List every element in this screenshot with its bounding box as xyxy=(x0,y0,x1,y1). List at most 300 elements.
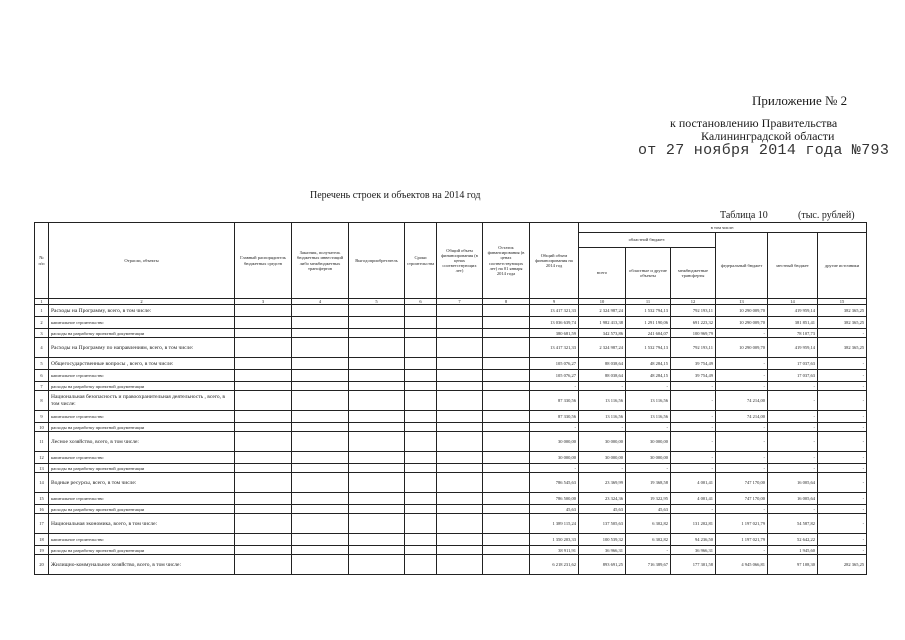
row-beneficiary xyxy=(349,432,405,452)
row-period xyxy=(405,432,437,452)
row-manager xyxy=(235,358,292,370)
row-reg-objects: - xyxy=(626,423,671,432)
row-manager xyxy=(235,546,292,555)
col-sector-header: Отрасли, объекты xyxy=(49,223,235,299)
row-other: - xyxy=(818,473,867,493)
row-number: 9 xyxy=(35,411,49,423)
row-remaining xyxy=(483,391,530,411)
row-total-cost xyxy=(437,411,483,423)
row-reg-objects: 6 302,82 xyxy=(626,534,671,546)
row-remaining xyxy=(483,358,530,370)
row-federal: 4 945 066,81 xyxy=(716,555,768,575)
row-number: 16 xyxy=(35,505,49,514)
row-other: - xyxy=(818,505,867,514)
row-reg-transfers: 177 301,58 xyxy=(671,555,716,575)
col-total-2014-header: Общий объем финансирования на 2014 год xyxy=(530,223,579,299)
row-client xyxy=(292,452,349,464)
row-manager xyxy=(235,534,292,546)
row-total-2014: 13 036 639,74 xyxy=(530,317,579,329)
row-number: 8 xyxy=(35,391,49,411)
col-other-header: другие источники xyxy=(818,233,867,299)
row-reg-transfers: 39 754,49 xyxy=(671,358,716,370)
row-local: - xyxy=(768,464,818,473)
column-index-cell: 6 xyxy=(405,299,437,305)
row-total-cost xyxy=(437,534,483,546)
row-federal: 10 290 009,70 xyxy=(716,305,768,317)
col-client-header: Заказчик, получатель бюджетных инвестиций либо межбюджетных трансфертов xyxy=(292,223,349,299)
row-other: - xyxy=(818,452,867,464)
row-federal: - xyxy=(716,423,768,432)
row-total-2014: - xyxy=(530,382,579,391)
units-label: (тыс. рублей) xyxy=(798,210,855,221)
row-reg-transfers: 691 223,32 xyxy=(671,317,716,329)
row-remaining xyxy=(483,464,530,473)
row-total-2014: 87 330,56 xyxy=(530,391,579,411)
row-other: - xyxy=(818,358,867,370)
row-manager xyxy=(235,505,292,514)
table-row xyxy=(35,423,867,432)
row-reg-total: - xyxy=(579,382,626,391)
table-row xyxy=(35,534,867,546)
row-number: 5 xyxy=(35,358,49,370)
column-index-cell: 12 xyxy=(671,299,716,305)
row-reg-total: 88 038,64 xyxy=(579,370,626,382)
row-reg-total: 2 324 987,24 xyxy=(579,338,626,358)
row-remaining xyxy=(483,493,530,505)
table-row xyxy=(35,317,867,329)
row-reg-objects: - xyxy=(626,382,671,391)
table-row xyxy=(35,382,867,391)
table-row xyxy=(35,305,867,317)
row-remaining xyxy=(483,423,530,432)
row-total-2014: 1 350 203,33 xyxy=(530,534,579,546)
row-manager xyxy=(235,382,292,391)
row-beneficiary xyxy=(349,505,405,514)
row-remaining xyxy=(483,432,530,452)
row-name: Расходы на Программу, всего, в том числе: xyxy=(49,305,235,317)
row-client xyxy=(292,514,349,534)
row-name: расходы на разработку проектной документации xyxy=(49,546,235,555)
row-manager xyxy=(235,329,292,338)
row-federal: - xyxy=(716,382,768,391)
row-total-2014: - xyxy=(530,464,579,473)
row-reg-objects: 1 532 794,13 xyxy=(626,338,671,358)
row-federal: 74 214,00 xyxy=(716,411,768,423)
row-name: расходы на разработку проектной документации xyxy=(49,464,235,473)
column-index-cell: 7 xyxy=(437,299,483,305)
row-client xyxy=(292,534,349,546)
row-reg-total: 30 000,00 xyxy=(579,452,626,464)
row-manager xyxy=(235,555,292,575)
row-total-2014: 13 417 321,33 xyxy=(530,305,579,317)
row-local: - xyxy=(768,391,818,411)
row-other: - xyxy=(818,464,867,473)
row-number: 17 xyxy=(35,514,49,534)
row-period xyxy=(405,493,437,505)
row-period xyxy=(405,329,437,338)
table-row xyxy=(35,505,867,514)
row-name: капитальное строительство xyxy=(49,411,235,423)
col-total-cost-header: Общий объем финансирования (в ценах соответствующих лет) xyxy=(437,223,483,299)
row-reg-total: 13 116,56 xyxy=(579,391,626,411)
row-beneficiary xyxy=(349,305,405,317)
column-index-cell: 8 xyxy=(483,299,530,305)
row-period xyxy=(405,338,437,358)
row-total-2014: 105 076,27 xyxy=(530,370,579,382)
row-reg-objects: 716 389,67 xyxy=(626,555,671,575)
row-number: 13 xyxy=(35,464,49,473)
column-index-cell: 10 xyxy=(579,299,626,305)
row-name: Национальная безопасность и правоохранительная деятельность , всего, в том числе: xyxy=(49,391,235,411)
row-reg-transfers: - xyxy=(671,464,716,473)
row-client xyxy=(292,555,349,575)
row-remaining xyxy=(483,534,530,546)
row-reg-total: 100 539,32 xyxy=(579,534,626,546)
row-local: 17 037,63 xyxy=(768,370,818,382)
row-remaining xyxy=(483,555,530,575)
row-reg-objects: 45,63 xyxy=(626,505,671,514)
row-period xyxy=(405,452,437,464)
col-local-header: местный бюджет xyxy=(768,233,818,299)
row-total-2014: 786 545,63 xyxy=(530,473,579,493)
row-total-2014: 87 330,56 xyxy=(530,411,579,423)
column-index-cell: 3 xyxy=(235,299,292,305)
row-local: - xyxy=(768,411,818,423)
row-reg-objects: 19 322,95 xyxy=(626,493,671,505)
row-client xyxy=(292,546,349,555)
row-remaining xyxy=(483,382,530,391)
row-total-cost xyxy=(437,555,483,575)
row-federal: - xyxy=(716,329,768,338)
row-manager xyxy=(235,423,292,432)
table-row xyxy=(35,546,867,555)
row-client xyxy=(292,505,349,514)
table-body xyxy=(35,305,867,575)
row-reg-transfers: - xyxy=(671,423,716,432)
row-client xyxy=(292,464,349,473)
row-total-cost xyxy=(437,493,483,505)
objects-table xyxy=(34,222,867,575)
row-name: Жилищно-коммунальное хозяйство, всего, в том числе: xyxy=(49,555,235,575)
row-reg-objects: 30 000,00 xyxy=(626,432,671,452)
row-name: Общегосударственные вопросы , всего, в том числе: xyxy=(49,358,235,370)
row-name: капитальное строительство xyxy=(49,452,235,464)
row-reg-transfers: 94 236,50 xyxy=(671,534,716,546)
row-manager xyxy=(235,514,292,534)
column-index-cell: 2 xyxy=(49,299,235,305)
row-manager xyxy=(235,464,292,473)
row-number: 2 xyxy=(35,317,49,329)
row-manager xyxy=(235,317,292,329)
row-manager xyxy=(235,493,292,505)
col-manager-header: Главный распорядитель бюджетных средств xyxy=(235,223,292,299)
row-number: 1 xyxy=(35,305,49,317)
col-num-header: № п/п xyxy=(35,223,49,299)
row-client xyxy=(292,305,349,317)
row-reg-total: 88 038,64 xyxy=(579,358,626,370)
row-total-cost xyxy=(437,329,483,338)
table-row xyxy=(35,555,867,575)
row-other: - xyxy=(818,534,867,546)
row-reg-objects: 6 302,82 xyxy=(626,514,671,534)
row-name: капитальное строительство xyxy=(49,493,235,505)
row-beneficiary xyxy=(349,317,405,329)
row-remaining xyxy=(483,505,530,514)
row-reg-transfers: 39 754,49 xyxy=(671,370,716,382)
row-local: 1 945,60 xyxy=(768,546,818,555)
row-client xyxy=(292,329,349,338)
row-total-2014: 13 417 321,33 xyxy=(530,338,579,358)
table-row xyxy=(35,329,867,338)
row-reg-total: 36 966,31 xyxy=(579,546,626,555)
col-beneficiary-header: Выгодоприобретатель xyxy=(349,223,405,299)
row-federal: - xyxy=(716,505,768,514)
row-federal: 10 290 009,70 xyxy=(716,317,768,329)
row-beneficiary xyxy=(349,452,405,464)
row-total-cost xyxy=(437,505,483,514)
row-remaining xyxy=(483,338,530,358)
row-reg-objects: 241 604,07 xyxy=(626,329,671,338)
row-period xyxy=(405,305,437,317)
row-name: капитальное строительство xyxy=(49,534,235,546)
row-name: Расходы на Программу по направлениям, всего, в том числе: xyxy=(49,338,235,358)
row-federal: 1 197 021,79 xyxy=(716,534,768,546)
row-reg-transfers: 100 969,79 xyxy=(671,329,716,338)
table-row xyxy=(35,411,867,423)
row-total-cost xyxy=(437,382,483,391)
row-total-cost xyxy=(437,432,483,452)
table-row xyxy=(35,358,867,370)
row-total-2014: 105 076,27 xyxy=(530,358,579,370)
row-beneficiary xyxy=(349,555,405,575)
row-other: 382 365,25 xyxy=(818,305,867,317)
table-row xyxy=(35,391,867,411)
row-name: капитальное строительство xyxy=(49,317,235,329)
column-index-cell: 14 xyxy=(768,299,818,305)
row-beneficiary xyxy=(349,358,405,370)
row-reg-total: 137 505,63 xyxy=(579,514,626,534)
row-reg-objects: - xyxy=(626,464,671,473)
row-total-cost xyxy=(437,317,483,329)
row-beneficiary xyxy=(349,391,405,411)
row-reg-total: 13 116,56 xyxy=(579,411,626,423)
row-local: 16 005,64 xyxy=(768,473,818,493)
col-remaining-header: Остаток финансирования (в ценах соответствующих лет) на 01 января 2014 года xyxy=(483,223,530,299)
row-reg-transfers: - xyxy=(671,505,716,514)
row-local: 78 107,73 xyxy=(768,329,818,338)
row-manager xyxy=(235,391,292,411)
col-reg-transfers-header: межбюджетные трансферты xyxy=(671,248,716,299)
row-manager xyxy=(235,432,292,452)
row-number: 15 xyxy=(35,493,49,505)
row-client xyxy=(292,338,349,358)
row-reg-total: - xyxy=(579,464,626,473)
row-other: - xyxy=(818,391,867,411)
table-row xyxy=(35,370,867,382)
row-reg-total: 30 000,00 xyxy=(579,432,626,452)
row-reg-total: 23 324,36 xyxy=(579,493,626,505)
row-beneficiary xyxy=(349,329,405,338)
row-total-cost xyxy=(437,452,483,464)
decree-date: от 27 ноября 2014 года №793 xyxy=(638,142,890,159)
row-client xyxy=(292,432,349,452)
row-name: расходы на разработку проектной документации xyxy=(49,423,235,432)
col-reg-objects-header: областные и другие объекты xyxy=(626,248,671,299)
row-reg-objects: 1 532 794,13 xyxy=(626,305,671,317)
column-index-cell: 11 xyxy=(626,299,671,305)
row-period xyxy=(405,555,437,575)
row-total-cost xyxy=(437,391,483,411)
row-reg-total: 1 982 413,38 xyxy=(579,317,626,329)
row-client xyxy=(292,473,349,493)
row-beneficiary xyxy=(349,546,405,555)
row-local: - xyxy=(768,382,818,391)
row-period xyxy=(405,546,437,555)
row-other: - xyxy=(818,546,867,555)
row-client xyxy=(292,317,349,329)
row-number: 3 xyxy=(35,329,49,338)
row-remaining xyxy=(483,546,530,555)
row-name: расходы на разработку проектной документации xyxy=(49,382,235,391)
row-total-2014: 30 000,00 xyxy=(530,452,579,464)
row-client xyxy=(292,370,349,382)
row-reg-objects: 48 284,15 xyxy=(626,370,671,382)
row-total-cost xyxy=(437,464,483,473)
row-remaining xyxy=(483,473,530,493)
row-other: - xyxy=(818,329,867,338)
row-reg-transfers: 792 193,11 xyxy=(671,338,716,358)
row-number: 11 xyxy=(35,432,49,452)
row-total-2014: - xyxy=(530,423,579,432)
row-reg-total: 2 324 987,24 xyxy=(579,305,626,317)
row-name: Водные ресурсы, всего, в том числе: xyxy=(49,473,235,493)
row-number: 18 xyxy=(35,534,49,546)
table-row xyxy=(35,338,867,358)
row-federal: - xyxy=(716,546,768,555)
row-name: расходы на разработку проектной документации xyxy=(49,329,235,338)
col-incl-header: в том числе: xyxy=(579,223,867,233)
row-beneficiary xyxy=(349,411,405,423)
row-other: 282 365,25 xyxy=(818,555,867,575)
row-local: - xyxy=(768,452,818,464)
row-local: - xyxy=(768,505,818,514)
row-remaining xyxy=(483,305,530,317)
row-total-2014: 30 000,00 xyxy=(530,432,579,452)
row-total-2014: 1 389 115,24 xyxy=(530,514,579,534)
row-manager xyxy=(235,305,292,317)
row-local: - xyxy=(768,423,818,432)
row-number: 20 xyxy=(35,555,49,575)
table-label: Таблица 10 xyxy=(720,210,768,221)
row-manager xyxy=(235,370,292,382)
row-federal: - xyxy=(716,358,768,370)
row-number: 6 xyxy=(35,370,49,382)
row-total-cost xyxy=(437,338,483,358)
row-reg-total: - xyxy=(579,423,626,432)
row-manager xyxy=(235,338,292,358)
region-line: Калининградской области xyxy=(701,129,835,143)
row-period xyxy=(405,505,437,514)
row-total-2014: 45,63 xyxy=(530,505,579,514)
appendix-title: Приложение № 2 xyxy=(752,93,848,108)
row-remaining xyxy=(483,317,530,329)
row-period xyxy=(405,534,437,546)
row-other: - xyxy=(818,411,867,423)
row-period xyxy=(405,473,437,493)
row-total-2014: 380 681,59 xyxy=(530,329,579,338)
row-client xyxy=(292,382,349,391)
row-reg-objects: 1 291 190,06 xyxy=(626,317,671,329)
row-other: 382 365,25 xyxy=(818,338,867,358)
row-client xyxy=(292,493,349,505)
row-period xyxy=(405,382,437,391)
row-number: 7 xyxy=(35,382,49,391)
row-number: 14 xyxy=(35,473,49,493)
row-total-2014: 786 500,00 xyxy=(530,493,579,505)
row-reg-transfers: - xyxy=(671,452,716,464)
row-manager xyxy=(235,473,292,493)
row-reg-total: 893 691,25 xyxy=(579,555,626,575)
col-regional-header: областной бюджет: xyxy=(579,233,716,248)
row-other: - xyxy=(818,493,867,505)
table-row xyxy=(35,473,867,493)
row-beneficiary xyxy=(349,534,405,546)
row-federal: - xyxy=(716,452,768,464)
row-total-2014: 38 911,91 xyxy=(530,546,579,555)
row-total-cost xyxy=(437,546,483,555)
row-period xyxy=(405,370,437,382)
row-reg-transfers: - xyxy=(671,432,716,452)
row-remaining xyxy=(483,370,530,382)
row-reg-transfers: 792 193,11 xyxy=(671,305,716,317)
col-period-header: Сроки строительства xyxy=(405,223,437,299)
row-period xyxy=(405,358,437,370)
row-federal: - xyxy=(716,464,768,473)
column-index-cell: 13 xyxy=(716,299,768,305)
column-index-cell: 4 xyxy=(292,299,349,305)
row-total-cost xyxy=(437,305,483,317)
row-beneficiary xyxy=(349,464,405,473)
row-total-cost xyxy=(437,370,483,382)
row-reg-total: 23 369,99 xyxy=(579,473,626,493)
row-beneficiary xyxy=(349,370,405,382)
row-reg-transfers: 131 202,81 xyxy=(671,514,716,534)
row-federal: - xyxy=(716,432,768,452)
row-name: Лесное хозяйство, всего, в том числе: xyxy=(49,432,235,452)
row-federal: 74 214,00 xyxy=(716,391,768,411)
row-other: - xyxy=(818,423,867,432)
row-federal: 747 170,00 xyxy=(716,473,768,493)
row-name: Национальная экономика, всего, в том числе: xyxy=(49,514,235,534)
row-reg-transfers: - xyxy=(671,411,716,423)
column-index-cell: 5 xyxy=(349,299,405,305)
row-other: - xyxy=(818,432,867,452)
row-total-cost xyxy=(437,423,483,432)
row-period xyxy=(405,464,437,473)
row-number: 10 xyxy=(35,423,49,432)
row-other: 382 365,25 xyxy=(818,317,867,329)
row-local: 419 959,14 xyxy=(768,305,818,317)
row-number: 19 xyxy=(35,546,49,555)
col-reg-total-header: всего xyxy=(579,248,626,299)
column-index-cell: 1 xyxy=(35,299,49,305)
row-local: 17 037,63 xyxy=(768,358,818,370)
row-federal: 747 170,00 xyxy=(716,493,768,505)
row-local: 97 108,30 xyxy=(768,555,818,575)
row-reg-transfers: 36 966,31 xyxy=(671,546,716,555)
table-row xyxy=(35,514,867,534)
table-row xyxy=(35,452,867,464)
